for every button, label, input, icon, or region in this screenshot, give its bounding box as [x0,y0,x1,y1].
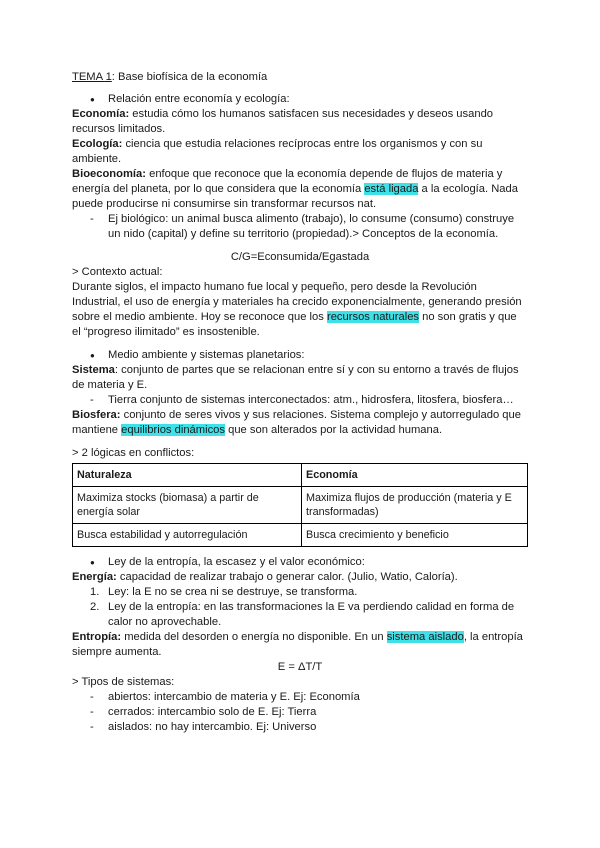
table-header: Economía [302,464,528,487]
doc-title [72,70,528,85]
formula-entropia: E = ΔT/T [277,661,323,673]
table-cell: Busca crecimiento y beneficio [302,524,528,547]
list-item: 1. Ley: la E no se crea ni se destruye, se transforma. [90,586,358,598]
table-row [73,487,528,524]
table-cell: Busca estabilidad y autorregulación [73,524,302,547]
title-tema: TEMA 1 [72,71,112,83]
def-energia: Energía: capacidad de realizar trabajo o generar calor. (Julio, Watio, Caloría). [72,571,458,583]
list-item: 2. Ley de la entropía: en las transformaciones la E va perdiendo calidad en forma de calor no aprovechable. [90,601,515,628]
table-row [73,524,528,547]
bullet-medio-ambiente: ● Medio ambiente y sistemas planetarios: [72,348,528,363]
tipos-heading: > Tipos de sistemas: [72,676,175,688]
highlight-equilibrios: equilibrios dinámicos [121,424,225,436]
list-item: - aislados: no hay intercambio. Ej: Universo [72,720,528,735]
highlight-esta-ligada: está ligada [364,183,419,195]
formula-cg: C/G=Econsumida/Egastada [230,251,370,263]
title-rest: : Base biofísica de la economía [111,71,268,83]
def-entropia: Entropía: medida del desorden o energía no disponible. En un sistema aislado, la entropía siempre aumenta. [72,631,523,658]
bullet-relacion: ● Relación entre economía y ecología: [72,92,528,107]
highlight-recursos-naturales: recursos naturales [326,311,420,323]
logicas-heading: > 2 lógicas en conflictos: [72,447,195,459]
def-ecologia: Ecología: ciencia que estudia relaciones recíprocas entre los organismos y con su ambiente. [72,138,483,165]
contexto-paragraph: Durante siglos, el impacto humano fue local y pequeño, pero desde la Revolución Industrial, el uso de energía y materiales ha crecido exponencialmente, generando presión sobre el medio ambiente. Hoy se reconoce que los recursos naturales no son gratis y que el “progreso ilimitado” es insostenible. [72,281,522,338]
document-page [72,70,528,735]
def-bioeconomia: Bioeconomía: enfoque que reconoce que la economía depende de flujos de materia y energía del planeta, por lo que considera que la economía está ligada a la ecología. Nada puede producirse ni consumirse sin transformar recursos nat. [72,168,518,210]
table-cell: Maximiza stocks (biomasa) a partir de energía solar [73,487,302,524]
list-item: - cerrados: intercambio solo de E. Ej: Tierra [72,705,528,720]
table-header-row [73,464,528,487]
highlight-sistema-aislado: sistema aislado [386,631,464,643]
dash-ej-biologico: - Ej biológico: un animal busca alimento (trabajo), lo consume (consumo) construye un nido (capital) y define su territorio (propiedad).> Conceptos de la economía. [72,212,528,242]
table-header: Naturaleza [73,464,302,487]
def-biosfera: Biosfera: conjunto de seres vivos y sus relaciones. Sistema complejo y autorregulado que mantiene equilibrios dinámicos que son alterados por la actividad humana. [72,409,521,436]
contexto-heading: > Contexto actual: [72,266,163,278]
comparison-table [72,463,528,547]
bullet-entropia: ● Ley de la entropía, la escasez y el valor económico: [72,555,528,570]
list-item: - abiertos: intercambio de materia y E. Ej: Economía [72,690,528,705]
def-economia: Economía: estudia cómo los humanos satisfacen sus necesidades y deseos usando recursos limitados. [72,108,494,135]
dash-tierra: - Tierra conjunto de sistemas interconectados: atm., hidrosfera, litosfera, biosfera… [72,393,528,408]
table-cell: Maximiza flujos de producción (materia y E transformadas) [302,487,528,524]
def-sistema: Sistema: conjunto de partes que se relacionan entre sí y con su entorno a través de flujos de materia y E. [72,364,519,391]
